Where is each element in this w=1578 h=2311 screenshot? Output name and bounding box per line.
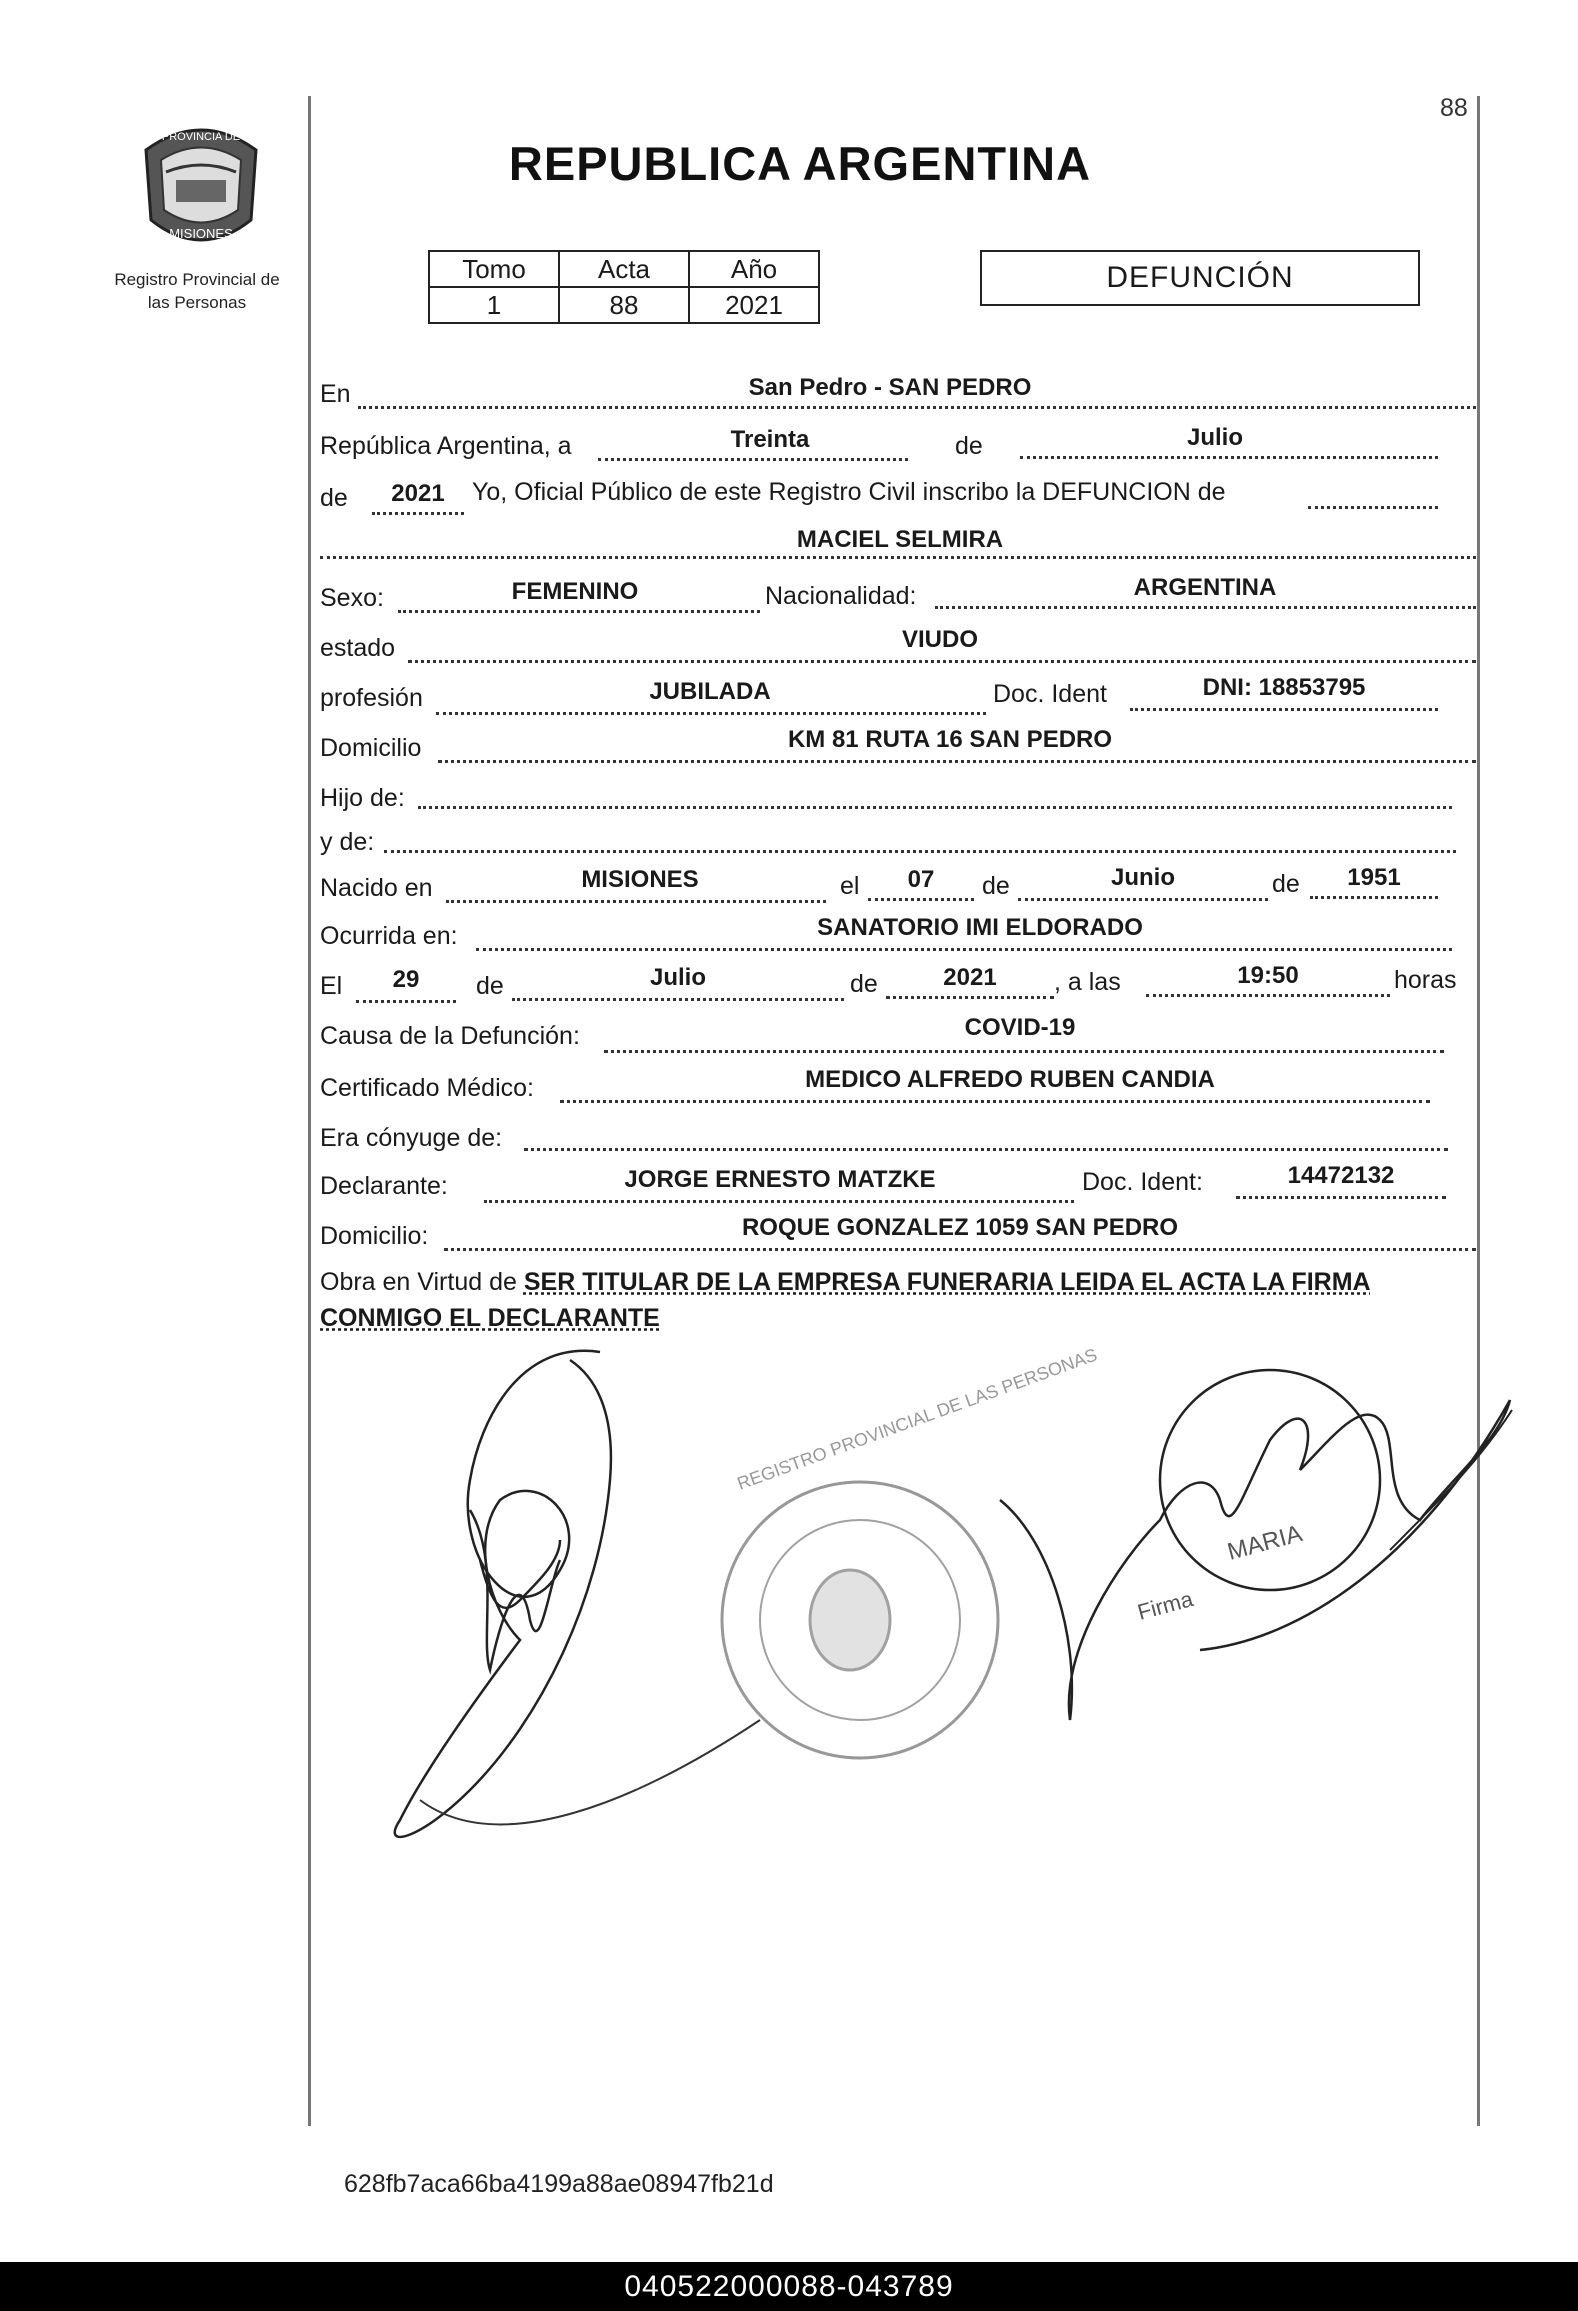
de-label-6: de [850, 970, 878, 998]
declarante-value: JORGE ERNESTO MATZKE [624, 1166, 936, 1193]
ocurrida-value: SANATORIO IMI ELDORADO [817, 914, 1143, 941]
sexo-label: Sexo: [320, 584, 384, 612]
official-signature [1000, 1400, 1510, 1720]
deceased-name: MACIEL SELMIRA [796, 526, 1004, 553]
official-signature-stamp [1135, 1370, 1380, 1625]
certificado-value: MEDICO ALFREDO RUBEN CANDIA [805, 1066, 1215, 1093]
tomo-value: 1 [429, 287, 559, 323]
official-signature-tail [1390, 1410, 1512, 1550]
hijo-label: Hijo de: [320, 784, 405, 812]
registry-label-line1: Registro Provincial de [114, 270, 280, 289]
anio-header: Año [689, 251, 819, 287]
doc-ident-label: Doc. Ident [993, 680, 1107, 708]
domicilio-label: Domicilio [320, 734, 422, 762]
nac-mes-value: Junio [1111, 864, 1175, 891]
de-label-4: de [1272, 870, 1300, 898]
registry-stamp [722, 1345, 1100, 1758]
doc-ident-2-label: Doc. Ident: [1082, 1168, 1203, 1196]
nacido-lugar-value: MISIONES [581, 866, 699, 893]
def-anio-value: 2021 [943, 964, 997, 991]
declarant-signature [395, 1351, 611, 1837]
month-value: Julio [1186, 424, 1243, 451]
de-label-5: de [476, 972, 504, 1000]
ocurrida-label: Ocurrida en: [320, 922, 458, 950]
nacido-label: Nacido en [320, 874, 433, 902]
domicilio-2-label: Domicilio: [320, 1222, 429, 1250]
conyuge-label: Era cónyuge de: [320, 1124, 503, 1152]
nacionalidad-value: ARGENTINA [1133, 574, 1277, 601]
registry-stamp-text: REGISTRO PROVINCIAL DE LAS PERSONAS [734, 1344, 1100, 1494]
acta-value: 88 [559, 287, 689, 323]
anio-value: 2021 [689, 287, 819, 323]
document-title: REPUBLICA ARGENTINA [508, 137, 1092, 190]
official-stamp-text: MARIA [1224, 1520, 1305, 1566]
year-value: 2021 [391, 480, 445, 507]
sexo-value: FEMENINO [511, 578, 639, 605]
horas-label: horas [1394, 966, 1457, 994]
tomo-header: Tomo [429, 251, 559, 287]
nac-dia-value: 07 [907, 866, 935, 893]
profesion-value: JUBILADA [649, 678, 771, 705]
en-label: En [320, 380, 351, 408]
declarante-label: Declarante: [320, 1172, 448, 1200]
svg-text:PROVINCIA DE: PROVINCIA DE [161, 131, 241, 143]
registry-label-line2: las Personas [147, 293, 247, 312]
de-label-3: de [982, 872, 1010, 900]
svg-text:MISIONES: MISIONES [169, 226, 233, 241]
el2-label: El [320, 972, 343, 1000]
doc-ident-2-value: 14472132 [1287, 1162, 1395, 1189]
def-mes-value: Julio [649, 964, 706, 991]
estado-value: VIUDO [901, 626, 978, 653]
republica-label: República Argentina, a [320, 432, 572, 460]
nacionalidad-label: Nacionalidad: [765, 582, 917, 610]
def-hora-value: 19:50 [1237, 962, 1299, 989]
yde-label: y de: [320, 828, 375, 856]
el-label: el [840, 872, 860, 900]
nac-anio-value: 1951 [1347, 864, 1401, 891]
signature-swoop [420, 1720, 760, 1824]
estado-label: estado [320, 634, 396, 662]
profesion-label: profesión [320, 684, 423, 712]
oficial-text: Yo, Oficial Público de este Registro Civil inscribo la DEFUNCION de [472, 478, 1226, 506]
en-value: San Pedro - SAN PEDRO [748, 374, 1032, 401]
certificado-label: Certificado Médico: [320, 1074, 534, 1102]
de-label-2: de [320, 484, 348, 512]
causa-value: COVID-19 [964, 1014, 1076, 1041]
certificate-type-box: DEFUNCIÓN [980, 250, 1420, 306]
barcode-footer: 040522000088-043789 [0, 2262, 1578, 2311]
doc-ident-value: DNI: 18853795 [1202, 674, 1366, 701]
official-stamp-firma: Firma [1134, 1586, 1196, 1625]
alas-label: , a las [1054, 968, 1121, 996]
acta-header: Acta [559, 251, 689, 287]
obra-label: Obra en Virtud de [320, 1268, 517, 1296]
domicilio-2-value: ROQUE GONZALEZ 1059 SAN PEDRO [741, 1214, 1179, 1241]
document-hash: 628fb7aca66ba4199a88ae08947fb21d [344, 2170, 774, 2198]
domicilio-value: KM 81 RUTA 16 SAN PEDRO [787, 726, 1113, 753]
page-number: 88 [1440, 94, 1468, 122]
de-label-1: de [955, 432, 983, 460]
obra-text: SER TITULAR DE LA EMPRESA FUNERARIA LEIDA EL ACTA LA FIRMA CONMIGO EL DECLARANTE [320, 1268, 1371, 1332]
day-words-value: Treinta [730, 426, 810, 453]
def-dia-value: 29 [392, 966, 420, 993]
causa-label: Causa de la Defunción: [320, 1022, 580, 1050]
